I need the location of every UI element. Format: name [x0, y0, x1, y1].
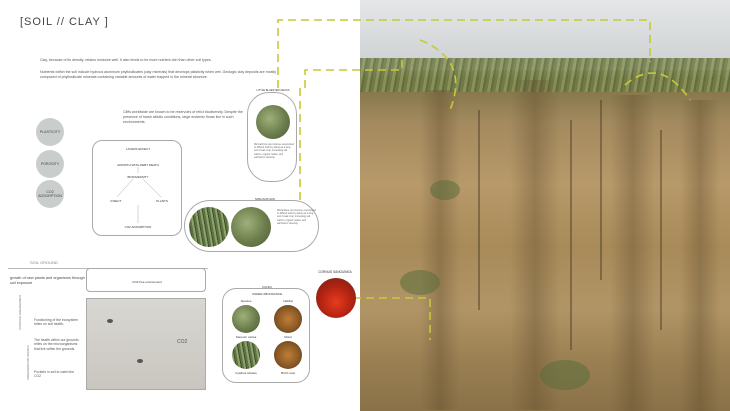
side-label-2: UNDERGROUND SEARCH [26, 345, 30, 380]
flow-arrows [93, 141, 183, 237]
soil-section-drawing [86, 298, 206, 390]
little-bluestem-title: LITTLE BLUESTEM GRASS [256, 89, 290, 92]
little-bluestem-photo [256, 105, 290, 139]
fungi-card [222, 285, 310, 383]
layers-effect-card [92, 140, 182, 236]
dogwood-title: CORNUS SANGUINEA [318, 270, 352, 274]
flow-title: LAYERS EFFECT [125, 147, 151, 151]
soil-note-3: Pockets in soil to catch the CO2 [34, 370, 75, 379]
property-plasticity: PLASTICITY [36, 118, 64, 146]
fungi-label-1: Stereum ostrea [235, 335, 257, 339]
fungi-col-habitat: Habitat [283, 299, 293, 303]
co2-free-label: CO2 free environment [132, 280, 162, 284]
fungi-col-species: Species [240, 299, 252, 303]
cliff-crack [600, 100, 602, 280]
fungi-title: FUNGI [262, 285, 272, 289]
miscanthus-title: MISCANTHUS [255, 197, 275, 201]
flow-node-plants: PLANTS [156, 199, 168, 203]
vegetation-patch [400, 270, 440, 295]
fungi-label-2: Morel [284, 335, 292, 339]
vegetation-patch [430, 180, 460, 200]
dogwood-photo [316, 278, 356, 318]
soil-pocket [107, 319, 113, 323]
flow-node-co2: CO2 ADSORPTION [124, 225, 152, 229]
cliff-rib [680, 100, 720, 411]
property-co2-adsorption: CO2 ADSORPTION [36, 180, 64, 208]
cliff-photo [360, 0, 730, 411]
side-label-1: SURFICIAL ENGAGEMENT [18, 294, 22, 330]
cliff-crack [660, 130, 662, 330]
soil-note-1: Functioning of the ecosystem relies on soil health. [34, 318, 79, 327]
miscanthus-card [184, 197, 319, 252]
miscanthus-photo-1 [189, 207, 229, 247]
little-bluestem-card [247, 89, 297, 182]
co2-label: CO2 [177, 339, 188, 345]
cliffs-paragraph: Cliffs worldwide are known to be reservoirs of relict biodiversity. Despite the presence of harsh abiotic conditions, large endemic floras live in such environments. [123, 110, 243, 124]
fungi-photo-1 [232, 305, 260, 333]
cliff-rib [420, 90, 460, 410]
flow-node-insect: INSECT [110, 199, 122, 203]
fungi-photo-2 [274, 305, 302, 333]
growth-text: growth of new plants and organisms through soil exposure [10, 276, 85, 285]
cliff-crack [478, 110, 480, 310]
page-title: [SOIL // CLAY ] [20, 16, 109, 28]
cliff-rib [510, 80, 560, 410]
fungi-label-3: Cyathus striatus [235, 371, 257, 375]
little-bluestem-text: Microarthros can improve overworked or difficult soils by acting as a long-term break crop, increasing soil carbon, organic matter, and earthworm diversity. [254, 143, 294, 159]
flow-node-growth: GROWTH WITH DEBT DEATH [117, 163, 159, 167]
soil-ground-label: SOIL GROUND [30, 260, 58, 265]
property-porosity: POROSITY [36, 150, 64, 178]
intro-paragraph-1: Clay, because of its density, retains moisture well. It also tends to be more nutrient-rich than other soil types. [40, 58, 212, 62]
intro-paragraph-2: Nutrients within the soil include hydrous aluminum phyllosilicates (clay minerals) that develops plasticity when wet. Geologic clay deposits are mostly composed of phyllosilicate minerals containing variable amounts of water trapped in the mineral structure. [40, 70, 277, 79]
miscanthus-text: Miscanthus can improve overworked or difficult soils by acting as a long term break crop, increasing soil carbon, organic matter, and earthworm diversity. [277, 209, 316, 225]
co2-free-card [86, 268, 206, 292]
soil-note-2: The health within our grounds relies on the microorganisms that live within the grounds. [34, 338, 79, 351]
flow-node-biodiversity: BIODIVERSITY [127, 175, 149, 179]
fungi-subtitle: UNDER ABUNDANCE [251, 292, 283, 296]
cliff-rib [610, 95, 655, 411]
vegetation-patch [540, 360, 590, 390]
fungi-photo-3 [232, 341, 260, 369]
miscanthus-photo-2 [231, 207, 271, 247]
fungi-photo-4 [274, 341, 302, 369]
fungi-label-4: Bird's nest [281, 371, 295, 375]
soil-pocket [137, 359, 143, 363]
cliff-crack [570, 120, 572, 350]
